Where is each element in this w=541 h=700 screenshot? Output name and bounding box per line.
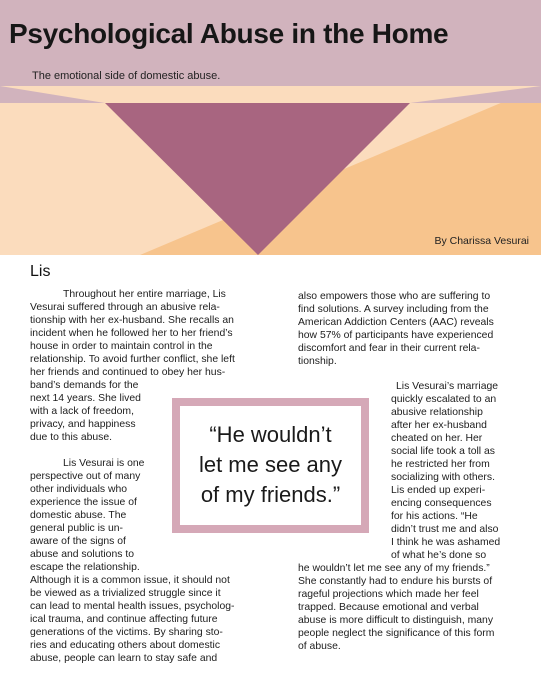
- body-text-line: domestic abuse. The: [30, 510, 127, 521]
- body-text-line: her friends and continued to obey her hus-: [30, 367, 226, 378]
- body-text-line: house in order to maintain control in the: [30, 341, 213, 352]
- body-text-line: general public is un-: [30, 523, 123, 534]
- page-title: Psychological Abuse in the Home: [9, 18, 449, 49]
- author-byline: By Charissa Vesurai: [434, 235, 529, 247]
- body-text-line: rageful projections which made her feel: [298, 589, 479, 600]
- body-text-line: he wouldn’t let me see any of my friends.”: [298, 563, 490, 574]
- body-text-line: due to this abuse.: [30, 432, 113, 443]
- body-text-line: Although it is a common issue, it should not: [30, 575, 230, 586]
- body-text-line: after her ex-husband: [391, 420, 487, 431]
- body-text-line: with a lack of freedom,: [30, 406, 134, 417]
- body-text-line: Vesurai suffered through an abusive rela-: [30, 302, 220, 313]
- body-text-line: he restricted her from: [391, 459, 490, 470]
- header-banner: [0, 0, 541, 255]
- body-text-line: She constantly had to endure his bursts of: [298, 576, 493, 587]
- body-text-line: can lead to mental health issues, psycholog-: [30, 601, 235, 612]
- pull-quote-line: of my friends.”: [200, 482, 341, 507]
- body-text-line: I think he was ashamed: [391, 537, 501, 548]
- body-text-line: tionship.: [298, 356, 337, 367]
- body-text-line: ries and educating others about domestic: [30, 640, 221, 651]
- pull-quote-line: “He wouldn’t: [209, 422, 332, 447]
- body-text-line: relationship. To avoid further conflict, she left: [30, 354, 235, 365]
- body-text-line: social life took a toll as: [391, 446, 495, 457]
- body-text-line: band’s demands for the: [30, 380, 139, 391]
- body-text-line: perspective out of many: [30, 471, 141, 482]
- body-text-line: next 14 years. She lived: [30, 393, 141, 404]
- body-text-line: American Addiction Centers (AAC) reveals: [298, 317, 494, 328]
- body-text-line: discomfort and fear in their current rela-: [298, 343, 480, 354]
- pull-quote: [172, 398, 369, 533]
- body-text-line: how 57% of participants have experienced: [298, 330, 494, 341]
- body-text-line: privacy, and happiness: [30, 419, 136, 430]
- body-text-line: experience the issue of: [30, 497, 137, 508]
- page-subtitle: The emotional side of domestic abuse.: [32, 70, 221, 82]
- body-text-line: tionship with her ex-husband. She recalls an: [30, 315, 234, 326]
- body-text-line: Lis ended up experi-: [391, 485, 486, 496]
- body-text-line: people neglect the significance of this form: [298, 628, 495, 639]
- body-text-line: trapped. Because emotional and verbal: [298, 602, 479, 613]
- body-text-line: abuse, people can learn to stay safe and: [30, 653, 218, 664]
- body-text-line: aware of the signs of: [30, 536, 126, 547]
- body-text-line: for his actions. “He: [391, 511, 478, 522]
- body-text-line: find solutions. A survey including from the: [298, 304, 489, 315]
- body-text-line: other individuals who: [30, 484, 128, 495]
- body-text-line: cheated on her. Her: [391, 433, 483, 444]
- body-text-line: generations of the victims. By sharing sto-: [30, 627, 223, 638]
- body-text-line: Lis Vesurai’s marriage: [396, 381, 499, 392]
- body-text-line: abuse and solutions to: [30, 549, 134, 560]
- body-text-line: abusive relationship: [391, 407, 483, 418]
- body-text-line: be viewed as a trivialized struggle since it: [30, 588, 221, 599]
- body-text-line: of abuse.: [298, 641, 341, 652]
- body-text-line: escape the relationship.: [30, 562, 140, 573]
- body-text-line: encing consequences: [391, 498, 492, 509]
- body-text-line: abuse is more difficult to distinguish, many: [298, 615, 494, 626]
- section-heading: Lis: [30, 263, 51, 280]
- body-text-line: Throughout her entire marriage, Lis: [63, 289, 226, 300]
- body-text-line: socializing with others.: [391, 472, 495, 483]
- body-text-line: quickly escalated to an: [391, 394, 497, 405]
- body-text-line: of what he’s done so: [391, 550, 487, 561]
- body-text-line: didn’t trust me and also: [391, 524, 499, 535]
- body-text-line: incident when he followed her to her friend’s: [30, 328, 233, 339]
- body-text-line: ical trauma, and continue affecting future: [30, 614, 218, 625]
- body-text-line: Lis Vesurai is one: [63, 458, 145, 469]
- body-text-line: also empowers those who are suffering to: [298, 291, 491, 302]
- pull-quote-line: let me see any: [198, 452, 343, 477]
